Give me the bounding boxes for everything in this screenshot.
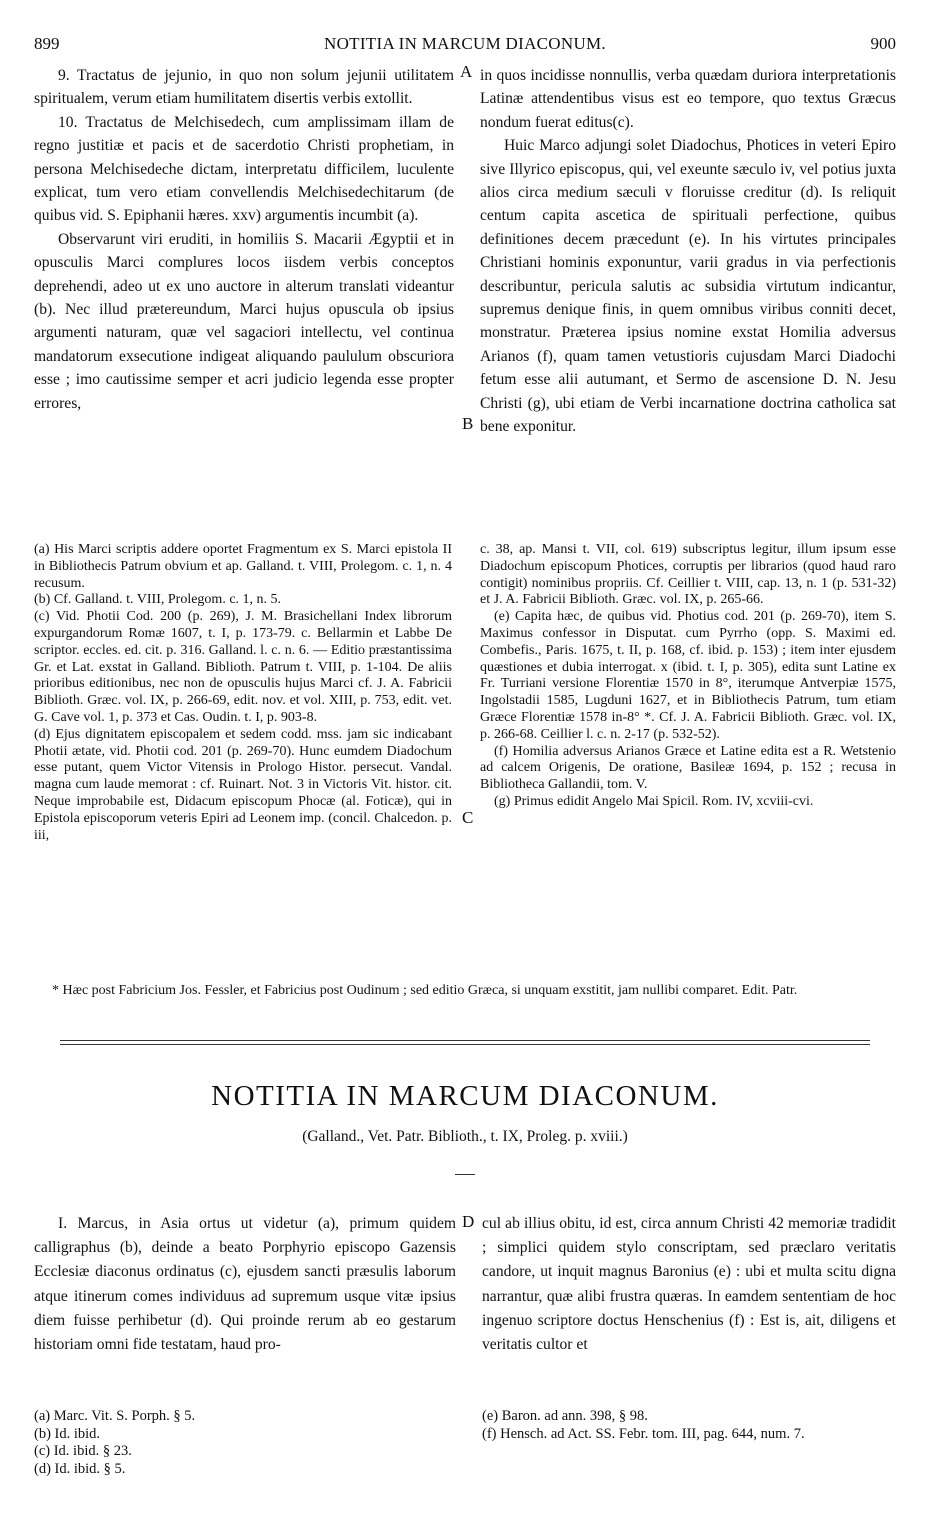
section-title: NOTITIA IN MARCUM DIACONUM. [211, 1080, 719, 1112]
footnote-d: (d) Ejus dignitatem episcopalem et sedem codd. mss. jam sic indicabant Photii ætate, vid. Photii cod. 201 (p. 269-70). Hunc eumdem Diadochum esse putant, quem Victor Vitensis in Prologo Histor. persecut. Vandal. magna cum laude memorat : cf. Ruinart. Not. 3 in Victoris Vit. histor. cit. Neque improbabile est, Didacum episcopum Phocæ (al. Foticæ), qui in Epistola episcoporum veteris Epiri ad Leonem imp. (concil. Chalcedon. p. iii, [34, 726, 452, 843]
footnote-e: (e) Capita hæc, de quibus vid. Photius cod. 201 (p. 269-70), item S. Maximus confessor in Disputat. cum Pyrrho (opp. S. Maximi ed. Combefis., Paris. 1675, t. II, p. 168, cf. ibid. p. 153) ; item inter ejusdem quæstiones et dubia interrogat. x (ibid. t. I, p. 305), edita sunt Latine ex Fr. Turriani versione Florentiæ 1570 in 8°, iterumque Antverpiæ 1575, Ingolstadii 1585, Lugduni 1627, et in Bibliothecis Patrum, tum etiam Græce Florentiæ 1578 in-8° *. Cf. J. A. Fabricii Biblioth. Græc. vol. IX, p. 266-68. Ceillier l. c. n. 2-17 (p. 532-52). [480, 609, 896, 742]
lower-footnote-b: (b) Id. ibid. [34, 1425, 101, 1442]
editor-note: * Hæc post Fabricium Jos. Fessler, et Fabricius post Oudinum ; sed editio Græca, si unquam exstitit, jam nullibi comparet. Edit. Patr. [52, 983, 798, 998]
page-number-left: 899 [34, 34, 60, 53]
upper-left-column [34, 64, 454, 415]
footnote-b: (b) Cf. Galland. t. VIII, Prolegom. c. 1, n. 5. [34, 592, 282, 608]
footnote-g: (g) Primus edidit Angelo Mai Spicil. Rom. IV, xcviii-cvi. [494, 793, 814, 809]
margin-marker-a: A [460, 62, 473, 81]
margin-marker-b: B [462, 414, 474, 433]
lower-footnote-f: (f) Hensch. ad Act. SS. Febr. tom. III, pag. 644, num. 7. [482, 1425, 805, 1442]
lower-left-column [34, 1212, 456, 1357]
paragraph-marcus: I. Marcus, in Asia ortus ut videtur (a), primum quidem calligraphus (b), deinde a beato Porphyrio episcopo Gazensis Ecclesiæ diaconus ordinatus (c), ejusdem sancti præsulis laborum atque itinerum comes individuus ad supremum usque vitæ ipsius diem fuisse perhibetur (d). Qui proinde rerum ab eo gestarum historiam omni fide testatam, haud pro- [34, 1215, 456, 1354]
lower-footnote-e: (e) Baron. ad ann. 398, § 98. [482, 1408, 648, 1424]
running-title: NOTITIA IN MARCUM DIACONUM. [324, 34, 606, 53]
lower-right-column [482, 1212, 896, 1357]
upper-footnotes-left [34, 542, 452, 844]
lower-footnotes-left [34, 1408, 454, 1478]
paragraph-marcus-continuation: cul ab illius obitu, id est, circa annum Christi 42 memoriæ tradidit ; simplici quidem stylo conscriptam, sed præclaro veritatis candore, ut inquit magnus Baronius (e) : ubi et multa scitu digna narrantur, quæ alibi frustra quæras. In eamdem sententiam de hoc ingenuo scriptore doctus Henschenius (f) : Est is, ait, diligens et veritatis cultor et [482, 1215, 896, 1354]
paragraph-continuation: in quos incidisse nonnullis, verba quædam duriora interpretationis Latinæ attendentibus visus est eo tempore, quo textus Græcus nondum fuerat editus(c). [480, 67, 896, 131]
upper-right-column [480, 64, 896, 439]
lower-footnotes-right [482, 1408, 896, 1443]
paragraph-item-9: 9. Tractatus de jejunio, in quo non solum jejunii utilitatem spiritualem, verum etiam humilitatem disertis verbis extollit. [34, 67, 454, 108]
margin-marker-c: C [462, 808, 474, 827]
running-header [34, 34, 896, 58]
footnote-a: (a) His Marci scriptis addere oportet Fragmentum ex S. Marci epistola II in Bibliothecis Patrum obvium et ap. Galland. t. VIII, Prolegom. c. 1, n. 4 recusum. [34, 542, 452, 591]
lower-footnote-a: (a) Marc. Vit. S. Porph. § 5. [34, 1408, 196, 1424]
section-divider-bottom [60, 1044, 870, 1045]
paragraph-observations: Observarunt viri eruditi, in homiliis S. Macarii Ægyptii et in opusculis Marci complures locos iisdem verbis conceptos deprehendi, adeo ut ex uno auctore in alterum translati videantur (b). Nec illud prætereundum, Marci hujus opuscula ob ipsius argumenti naturam, quæ vel sagaciori intellectu, vel continua mandatorum exsecutione indigeat aliquando paululum obscuriora esse ; imo cautissime semper et acri judicio legenda esse propter errores, [34, 230, 454, 412]
lower-footnote-d: (d) Id. ibid. § 5. [34, 1460, 126, 1477]
page-number-right: 900 [870, 34, 896, 53]
paragraph-item-10: 10. Tractatus de Melchisedech, cum amplissimam illam de regno justitiæ et pacis et de sacerdotio Christi prophetiam, in persona Melchisedeche dictam, interpretatu difficilem, luculente explicat, tum vero etiam convellendis Melchisedechitarum (de quibus vid. S. Epiphanii hæres. xxv) argumentis incumbit (a). [34, 113, 454, 225]
lower-footnote-c: (c) Id. ibid. § 23. [34, 1443, 132, 1459]
paragraph-diadochus: Huic Marco adjungi solet Diadochus, Photices in veteri Epiro sive Illyrico episcopus, qui, vel exeunte sæculo iv, vel potius juxta alios circa medium sæculi v floruisse creditur (d). Is reliquit centum capita ascetica de spirituali perfectione, quibus definitiones decem præcedunt (e). In his virtutes principales Christiani hominis exponuntur, varii gradus in via perfectionis describuntur, pericula salutis ac subsidia virtutum indicantur, supremus denique finis, in quem omnibus viribus conniti decet, monstratur. Præterea ipsius nomine exstat Homilia adversus Arianos (f), quam tamen vetustioris cujusdam Marci Diadochi fetum esse alii autumant, et Sermo de ascensione D. N. Jesu Christi (g), ubi etiam de Verbi incarnatione doctrina catholica sat bene exponitur. [480, 137, 896, 436]
footnote-f: (f) Homilia adversus Arianos Græce et Latine edita est a R. Wetstenio ad calcem Origenis, De oratione, Basileæ 1694, p. 152 ; recusa in Bibliotheca Gallandii, tom. V. [480, 743, 896, 793]
footnote-c: (c) Vid. Photii Cod. 200 (p. 269), J. M. Brasichellani Index librorum expurgandorum Romæ 1607, t. I, p. 173-79. c. Bellarmin et Labbe De scriptor. eccles. ed. cit. p. 316. Galland. l. c. n. 6. — Editio præstantissima Gr. et Lat. exstat in Galland. Biblioth. Patrum t. VIII, p. 1-104. De aliis prioribus editionibus, nec non de opusculis hujus Marci cf. J. A. Fabricii Biblioth. Græc. vol. IX, p. 266-69, edit. nov. et vol. XIII, p. 753, edit. vet. G. Cave vol. 1, p. 373 et Cas. Oudin. t. I, p. 903-8. [34, 609, 452, 725]
title-dash [455, 1174, 475, 1175]
margin-marker-d: D [462, 1212, 475, 1231]
section-divider-top [60, 1040, 870, 1041]
section-source: (Galland., Vet. Patr. Biblioth., t. IX, Proleg. p. xviii.) [302, 1128, 628, 1145]
upper-footnotes-right [480, 542, 896, 811]
footnote-d-continuation: c. 38, ap. Mansi t. VII, col. 619) subscriptus legitur, illum ipsum esse Diadochum episcopum Photices, corruptis per librarios (quod haud raro contigit) nominibus propriis. Cf. Ceillier t. VIII, cap. 13, n. 1 (p. 531-32) et J. A. Fabricii Biblioth. Græc. vol. IX, p. 265-66. [480, 542, 896, 608]
